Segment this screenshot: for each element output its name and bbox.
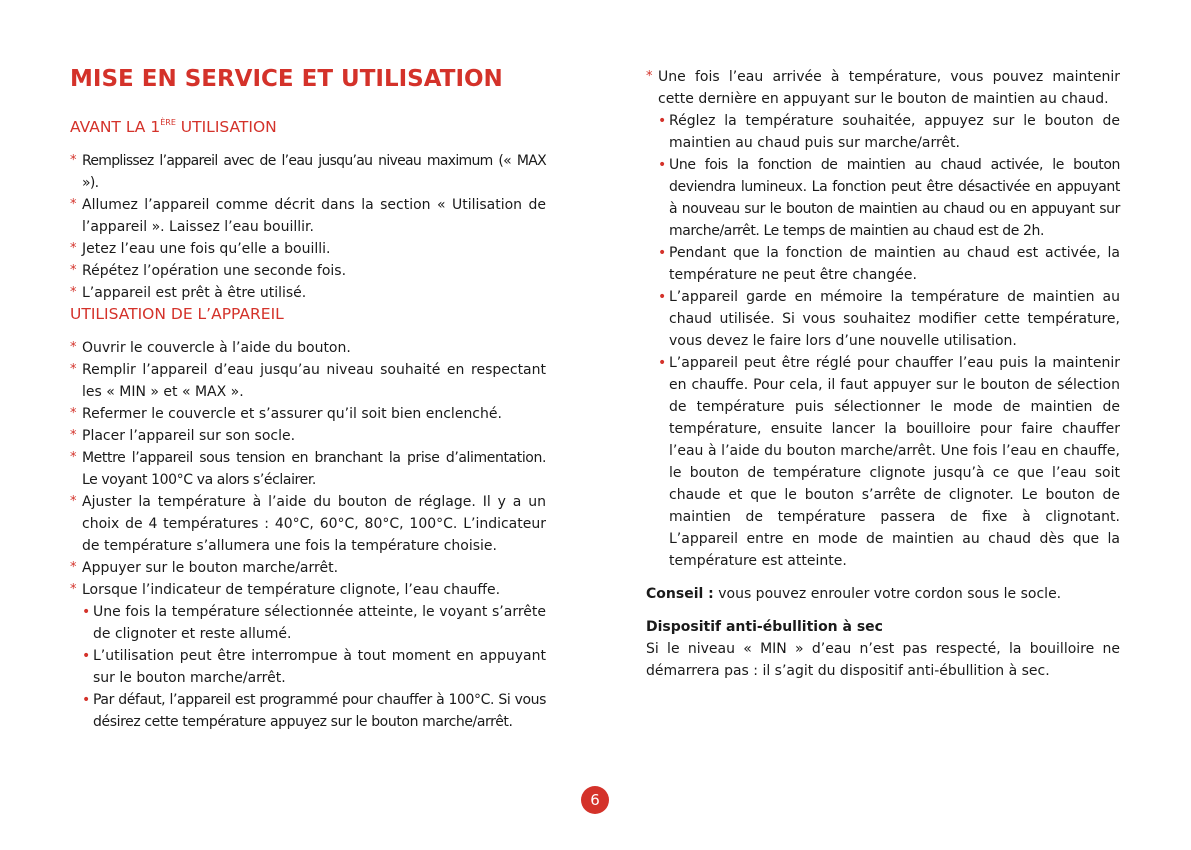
list-item: * Répétez l’opération une seconde fois. (70, 260, 546, 282)
list-item: * Lorsque l’indicateur de température clignote, l’eau chauffe. (70, 579, 546, 601)
tip (646, 583, 1120, 605)
page-title: MISE EN SERVICE ET UTILISATION (70, 66, 503, 92)
sub-list-item: • Une fois la température sélectionnée atteinte, le voyant s’arrête de clignoter et reste allumé. (70, 601, 546, 645)
anti-boil-paragraph: Si le niveau « MIN » d’eau n’est pas respecté, la bouilloire ne démarrera pas : il s’agit du dispositif anti-ébullition à sec. (646, 641, 1120, 679)
list-item: * Refermer le couvercle et s’assurer qu’il soit bien enclenché. (70, 403, 546, 425)
tip-text: vous pouvez enrouler votre cordon sous le socle. (713, 586, 1062, 602)
list-item: * Jetez l’eau une fois qu’elle a bouilli. (70, 238, 546, 260)
sub-list-item: • L’utilisation peut être interrompue à tout moment en appuyant sur le bouton marche/arrêt. (70, 645, 546, 689)
page-number-badge: 6 (581, 786, 609, 814)
list-item: * Appuyer sur le bouton marche/arrêt. (70, 557, 546, 579)
tip-label: Conseil : (646, 586, 714, 602)
sub-list-item: • Pendant que la fonction de maintien au chaud est activée, la température ne peut être changée. (646, 242, 1120, 286)
list-item: * Ouvrir le couvercle à l’aide du bouton. (70, 337, 546, 359)
section-heading-prefix: AVANT LA 1 (70, 118, 161, 136)
section-heading-first-use (70, 118, 277, 136)
keep-warm-list (646, 66, 1120, 572)
sub-list-item: • Une fois la fonction de maintien au chaud activée, le bouton deviendra lumineux. La fonction peut être désactivée en appuyant à nouveau sur le bouton de maintien au chaud ou en appuyant sur marche/arrêt. Le temps de maintien au chaud est de 2h. (646, 154, 1120, 242)
list-item: * Mettre l’appareil sous tension en branchant la prise d’alimentation. Le voyant 100°C va alors s’éclairer. (70, 447, 546, 491)
section-heading-suffix: UTILISATION (175, 118, 277, 136)
list-item: * Remplir l’appareil d’eau jusqu’au niveau souhaité en respectant les « MIN » et « MAX ». (70, 359, 546, 403)
list-item: * Allumez l’appareil comme décrit dans la section « Utilisation de l’appareil ». Laissez l’eau bouillir. (70, 194, 546, 238)
sub-list-item: • L’appareil garde en mémoire la température de maintien au chaud utilisée. Si vous souhaitez modifier cette température, vous devez le faire lors d’une nouvelle utilisation. (646, 286, 1120, 352)
list-item: * L’appareil est prêt à être utilisé. (70, 282, 546, 304)
section-heading-sup: ÈRE (160, 118, 176, 127)
usage-list (70, 337, 546, 733)
first-use-list (70, 150, 546, 304)
sub-list-item: • L’appareil peut être réglé pour chauffer l’eau puis la maintenir en chauffe. Pour cela, il faut appuyer sur le bouton de sélection de température puis sélectionner le mode de maintien de température, ensuite lancer la bouilloire pour faire chauffer l’eau à l’aide du bouton marche/arrêt. Une fois l’eau en chauffe, le bouton de température clignote jusqu’à ce que l’eau soit chaude et que le bouton s’arrête de clignoter. Le bouton de maintien de température passera de fixe à clignotant. L’appareil entre en mode de maintien au chaud dès que la température est atteinte. (646, 352, 1120, 572)
section-heading-usage: UTILISATION DE L’APPAREIL (70, 305, 284, 323)
anti-boil-heading: Dispositif anti-ébullition à sec (646, 619, 883, 635)
sub-list-item: • Réglez la température souhaitée, appuyez sur le bouton de maintien au chaud puis sur marche/arrêt. (646, 110, 1120, 154)
list-item: * Remplissez l’appareil avec de l’eau jusqu’au niveau maximum (« MAX »). (70, 150, 546, 194)
list-item: * Placer l’appareil sur son socle. (70, 425, 546, 447)
sub-list-item: • Par défaut, l’appareil est programmé pour chauffer à 100°C. Si vous désirez cette température appuyez sur le bouton marche/arrêt. (70, 689, 546, 733)
list-item: * Ajuster la température à l’aide du bouton de réglage. Il y a un choix de 4 températures : 40°C, 60°C, 80°C, 100°C. L’indicateur de température s’allumera une fois la température choisie. (70, 491, 546, 557)
list-item: * Une fois l’eau arrivée à température, vous pouvez maintenir cette dernière en appuyant sur le bouton de maintien au chaud. (646, 66, 1120, 110)
